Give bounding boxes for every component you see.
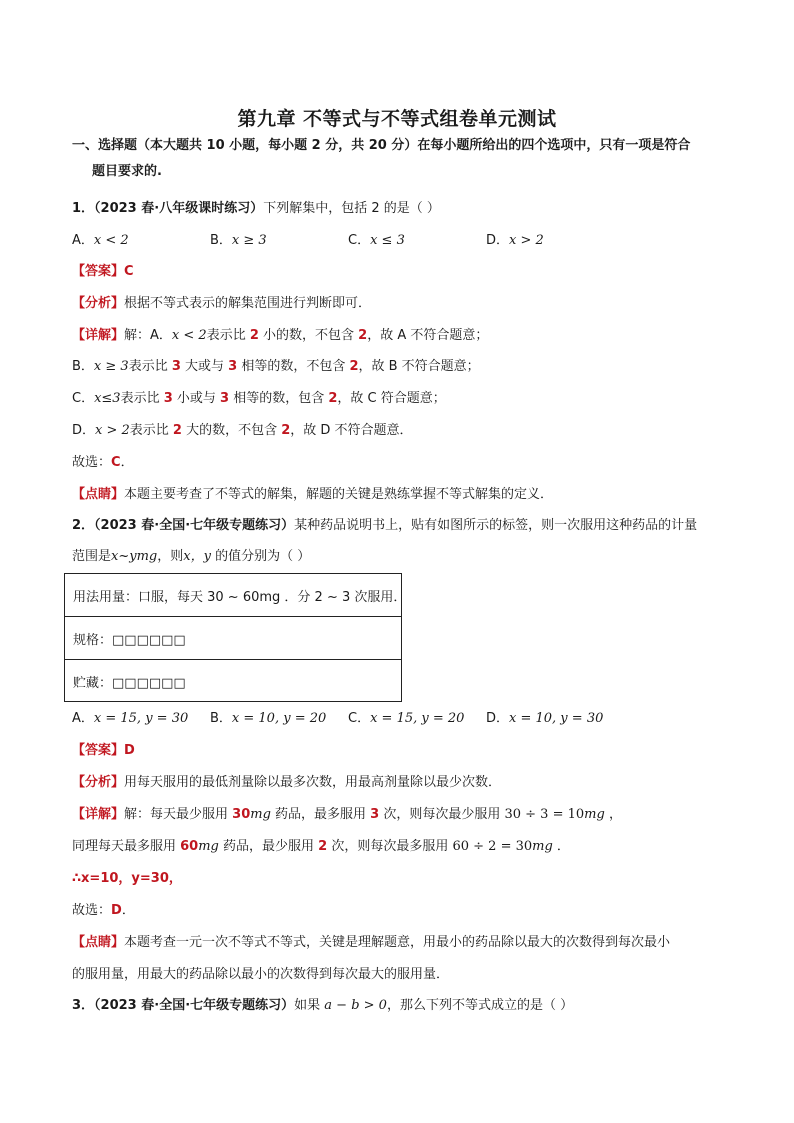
q2-detail-line2: 同理每天最多服用 60mg 药品，最少服用 2 次，则每次最多服用 60 ÷ 2 = 30mg ． [72, 839, 570, 854]
medicine-label-box [64, 573, 407, 702]
question-2-source: （2023 春·全国·七年级专题练习） [94, 518, 295, 533]
question-2-stem: 2．（2023 春·全国·七年级专题练习）某种药品说明书上，贴有如图所示的标签，则一次服用这种药品的计量 [72, 518, 698, 533]
q1-detail-d: D．x > 2表示比 2 大的数，不包含 2，故 D 不符合题意． [72, 423, 413, 438]
q2-option-c: C．x = 15, y = 20 [348, 711, 465, 726]
q1-option-c: C．x ≤ 3 [348, 233, 405, 248]
q1-answer-value: C [124, 264, 134, 279]
question-3-number: 3． [72, 998, 95, 1013]
q1-option-a: A．x < 2 [72, 233, 129, 248]
q1-option-b: B．x ≥ 3 [210, 233, 267, 248]
question-3-stem: 3．（2023 春·全国·七年级专题练习）如果 a − b > 0，那么下列不等式成立的是（ ） [72, 998, 574, 1013]
q2-choose: 故选：D． [72, 903, 135, 918]
q2-therefore: ∴x=10，y=30， [72, 871, 182, 886]
q1-detail-c: C．x≤3表示比 3 小或与 3 相等的数，包含 2，故 C 符合题意； [72, 391, 446, 406]
q1-answer: 【答案】C [72, 264, 134, 279]
q2-option-a: A．x = 15, y = 30 [72, 711, 189, 726]
section-heading-cont [92, 163, 162, 181]
section-heading-line2: 题目要求的. [92, 164, 162, 179]
section-heading-line1: 一、选择题（本大题共 10 小题，每小题 2 分，共 20 分）在每小题所给出的四个选项中，只有一项是符合 [72, 138, 691, 153]
question-1-stem [72, 200, 440, 218]
question-1-number: 1． [72, 201, 95, 216]
q2-answer-value: D [124, 743, 135, 758]
q2-comment-cont: 的服用量，用最大的药品除以最小的次数得到每次最大的服用量． [72, 967, 450, 982]
label-row-spec: 规格：□□□□□□ [65, 617, 401, 660]
q1-detail-b: B．x ≥ 3表示比 3 大或与 3 相等的数，不包含 2，故 B 不符合题意； [72, 359, 480, 374]
label-row-usage: 用法用量：口服，每天 30 ~ 60mg ．分 2 ~ 3 次服用． [65, 574, 401, 617]
q1-option-d: D．x > 2 [486, 233, 544, 248]
label-row-storage: 贮藏：□□□□□□ [73, 676, 186, 691]
question-2-number: 2． [72, 518, 95, 533]
q1-comment: 【点睛】本题主要考查了不等式的解集，解题的关键是熟练掌握不等式解集的定义． [72, 487, 554, 502]
question-1-text: 下列解集中，包括 2 的是（ ） [263, 201, 440, 216]
q2-option-b: B．x = 10, y = 20 [210, 711, 327, 726]
q2-answer: 【答案】D [72, 743, 135, 758]
q2-detail-line1: 【详解】解：每天最少服用 30mg 药品，最多服用 3 次，则每次最少服用 30 ÷ 3 = 10mg ， [72, 807, 622, 822]
question-1-source: （2023 春·八年级课时练习） [94, 201, 264, 216]
q1-analysis: 【分析】根据不等式表示的解集范围进行判断即可． [72, 296, 372, 311]
q2-comment: 【点睛】本题考查一元一次不等式不等式，关键是理解题意，用最小的药品除以最大的次数得到每次最小 [72, 935, 671, 950]
question-3-source: （2023 春·全国·七年级专题练习） [94, 998, 295, 1013]
page-title: 第九章 不等式与不等式组卷单元测试 [237, 108, 557, 130]
question-2-stem-cont: 范围是x~ymg，则x，y 的值分别为（ ） [72, 549, 311, 564]
q2-analysis: 【分析】用每天服用的最低剂量除以最多次数，用最高剂量除以最少次数． [72, 775, 502, 790]
section-heading [72, 137, 690, 155]
q1-choose: 故选：C． [72, 455, 134, 470]
q2-option-d: D．x = 10, y = 30 [486, 711, 604, 726]
q1-detail-a: 【详解】解：A．x < 2表示比 2 小的数，不包含 2，故 A 不符合题意； [72, 328, 489, 343]
